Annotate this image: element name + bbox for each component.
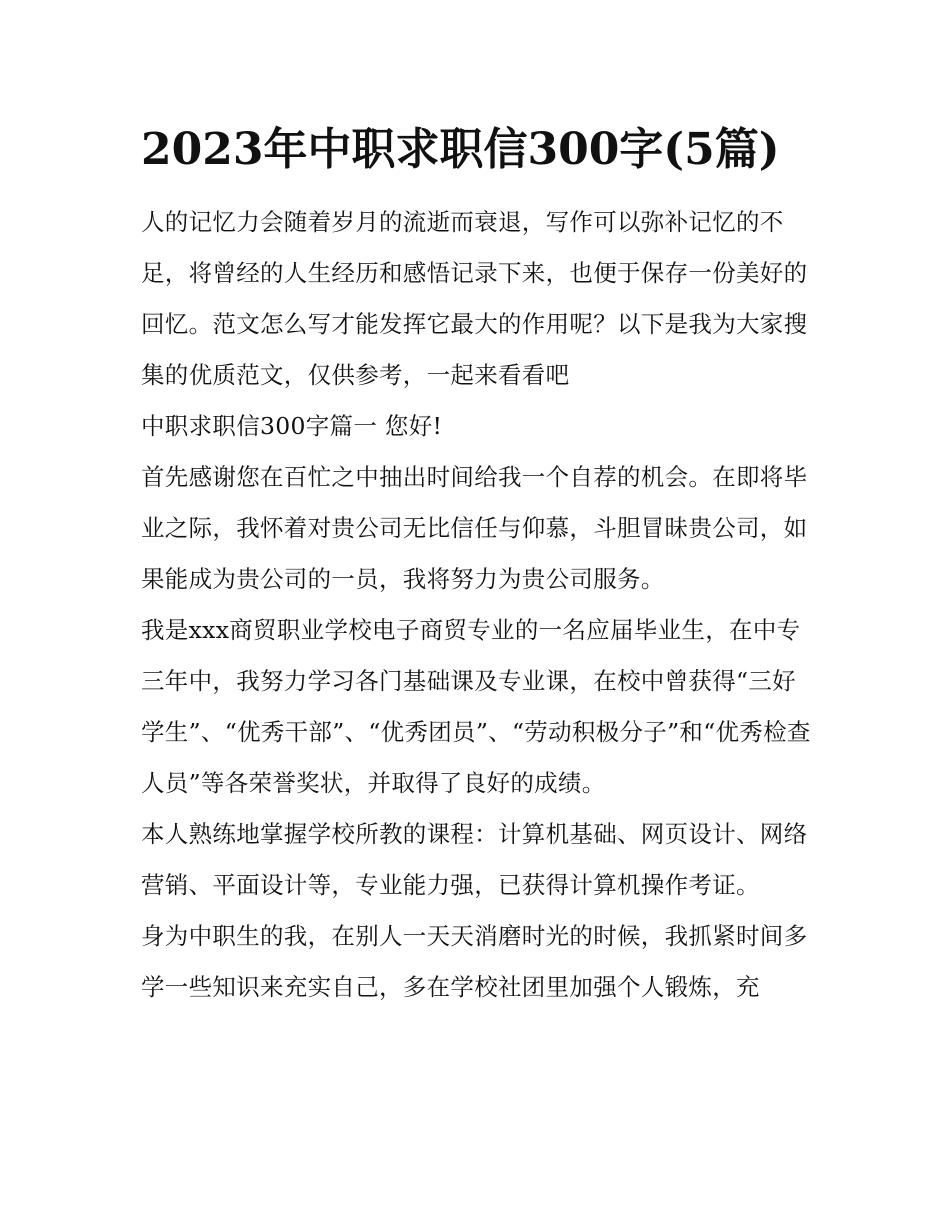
body-paragraph: 首先感谢您在百忙之中抽出时间给我一个自荐的机会。在即将毕业之际，我怀着对贵公司无比信任与仰慕，斗胆冒昧贵公司，如果能成为贵公司的一员，我将努力为贵公司服务。 — [141, 463, 808, 593]
intro-paragraph: 人的记忆力会随着岁月的流逝而衰退，写作可以弥补记忆的不足，将曾经的人生经历和感悟记录下来，也便于保存一份美好的回忆。范文怎么写才能发挥它最大的作用呢？以下是我为大家搜集的优质范文，仅供参考，一起来看看吧 — [141, 208, 808, 389]
section-heading-greeting: 中职求职信300字篇一 您好! — [141, 412, 443, 440]
body-paragraph: 本人熟练地掌握学校所教的课程：计算机基础、网页设计、网络营销、平面设计等，专业能力强，已获得计算机操作考证。 — [141, 820, 808, 899]
document-body — [141, 197, 813, 1013]
document-page — [141, 112, 813, 1013]
body-paragraph: 我是xxx商贸职业学校电子商贸专业的一名应届毕业生，在中专三年中，我努力学习各门基础课及专业课，在校中曾获得“三好学生”、“优秀干部”、“优秀团员”、“劳动积极分子”和“优秀检查人员”等各荣誉奖状，并取得了良好的成绩。 — [141, 616, 811, 797]
document-title: 2023年中职求职信300字(5篇) — [141, 124, 780, 175]
body-paragraph: 身为中职生的我，在别人一天天消磨时光的时候，我抓紧时间多学一些知识来充实自己，多在学校社团里加强个人锻炼，充 — [141, 922, 808, 1001]
